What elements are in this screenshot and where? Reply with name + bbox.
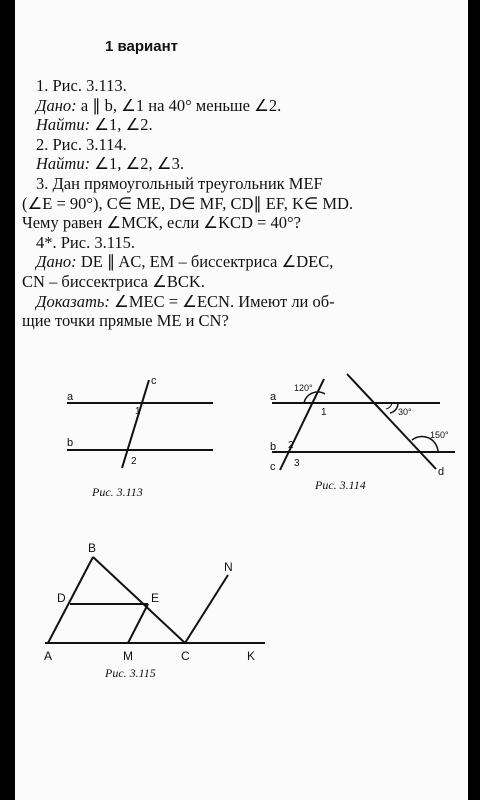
- label-angle-2: 2: [288, 440, 294, 451]
- problem-text: [22, 76, 462, 331]
- label-b: b: [67, 437, 74, 449]
- label-30: 30°: [398, 407, 412, 417]
- text-line: [22, 292, 462, 312]
- line-text: 1. Рис. 3.113.: [36, 76, 127, 95]
- line-label: Дано:: [36, 95, 77, 115]
- label-b: b: [270, 441, 277, 453]
- line-text: 4*. Рис. 3.115.: [36, 232, 135, 252]
- label-a: a: [270, 391, 277, 403]
- text-line: [22, 96, 462, 116]
- text-line: [22, 174, 462, 194]
- label-150: 150°: [430, 430, 449, 440]
- caption-3-114: Рис. 3.114: [315, 478, 366, 492]
- line-text: ∠1, ∠2, ∠3.: [90, 154, 184, 174]
- text-line: [22, 76, 462, 96]
- line-text: ∠1, ∠2.: [90, 115, 153, 135]
- label-M: M: [123, 649, 133, 663]
- label-B: B: [88, 541, 97, 555]
- figure-3-115: [40, 540, 270, 665]
- label-C: C: [181, 649, 190, 663]
- text-line: [22, 135, 462, 155]
- label-D: D: [57, 591, 66, 605]
- ray-cn: [185, 575, 228, 643]
- variant-heading: 1 вариант: [105, 38, 179, 55]
- caption-3-115: Рис. 3.115: [105, 666, 156, 680]
- label-c: c: [270, 461, 276, 473]
- line-label: Дано:: [36, 252, 77, 272]
- text-line: [22, 252, 462, 272]
- label-N: N: [224, 560, 233, 574]
- label-angle-3: 3: [294, 458, 300, 469]
- line-text: 2. Рис. 3.114.: [36, 134, 127, 154]
- line-label: Доказать:: [36, 291, 110, 311]
- label-a: a: [67, 391, 74, 403]
- caption-3-113: Рис. 3.113: [92, 485, 143, 499]
- line-text: CN – биссектриса ∠BCK.: [22, 271, 205, 291]
- segment-em: [128, 604, 148, 643]
- figure-3-114: [250, 372, 460, 477]
- segment-bc: [93, 557, 185, 643]
- line-text: щие точки прямые ME и CN?: [22, 311, 229, 331]
- label-angle-1: 1: [135, 406, 141, 417]
- line-text: Чему равен ∠MCK, если ∠KCD = 40°?: [22, 213, 301, 233]
- text-line: [22, 233, 462, 253]
- textbook-page: [15, 0, 468, 800]
- line-text: a ∥ b, ∠1 на 40° меньше ∠2.: [76, 95, 282, 115]
- line-text: DE ∥ AC, EM – биссектриса ∠DEC,: [76, 252, 334, 272]
- segment-ab: [48, 557, 93, 643]
- line-d: [347, 374, 436, 469]
- line-label: Найти:: [36, 115, 91, 135]
- line-text: 3. Дан прямоугольный треугольник MEF: [36, 173, 323, 193]
- label-angle-2: 2: [131, 456, 137, 467]
- line-text: (∠E = 90°), C∈ ME, D∈ MF, CD∥ EF, K∈ MD.: [22, 193, 354, 213]
- label-E: E: [151, 591, 160, 605]
- label-K: K: [247, 649, 256, 663]
- line-c: [122, 380, 149, 468]
- figure-3-113: [55, 372, 215, 467]
- line-text: ∠MEC = ∠ECN. Имеют ли об-: [109, 291, 335, 311]
- text-line: [22, 194, 462, 214]
- line-label: Найти:: [36, 154, 91, 174]
- label-120: 120°: [294, 383, 313, 393]
- text-line: [22, 154, 462, 174]
- label-c: c: [151, 375, 157, 387]
- label-d: d: [438, 466, 445, 478]
- text-line: [22, 115, 462, 135]
- label-angle-1: 1: [321, 407, 327, 418]
- text-line: [22, 213, 462, 233]
- text-line: [22, 311, 462, 331]
- text-line: [22, 272, 462, 292]
- label-A: A: [44, 649, 53, 663]
